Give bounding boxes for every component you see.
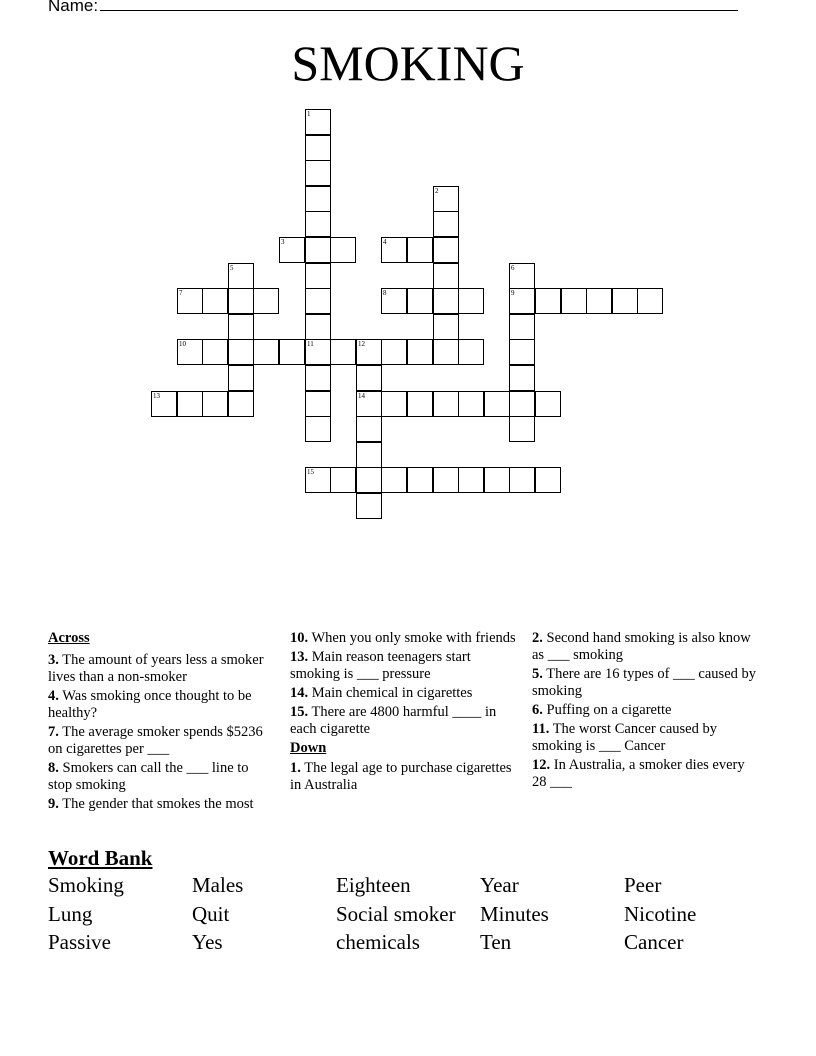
grid-cell[interactable] <box>381 288 407 314</box>
clue-number: 7. <box>48 724 59 740</box>
clue-number: 6. <box>532 702 543 718</box>
grid-cell[interactable] <box>305 339 331 365</box>
grid-cell[interactable] <box>228 314 254 340</box>
word-bank-word: Passive <box>48 930 111 954</box>
grid-cell[interactable] <box>433 314 459 340</box>
grid-cell[interactable] <box>305 135 331 161</box>
grid-cell[interactable] <box>433 339 459 365</box>
clue-number: 11 <box>307 340 314 348</box>
word-bank-word: Yes <box>192 930 223 954</box>
clue <box>532 630 762 664</box>
clue <box>290 630 516 647</box>
grid-cell[interactable] <box>177 288 203 314</box>
clue-number: 7 <box>179 289 183 297</box>
grid-cell[interactable] <box>356 442 382 468</box>
word-bank-word: Ten <box>480 930 512 954</box>
clue <box>48 796 274 813</box>
clue-text: In Australia, a smoker dies every 28 ___ <box>532 757 745 790</box>
grid-cell[interactable] <box>228 391 254 417</box>
down-header: Down <box>290 740 327 756</box>
grid-cell[interactable] <box>407 339 433 365</box>
grid-cell[interactable] <box>509 263 535 289</box>
grid-cell[interactable] <box>305 314 331 340</box>
clue-number: 4. <box>48 688 59 704</box>
word-bank-word: Social smoker <box>336 901 456 926</box>
grid-cell[interactable] <box>305 211 331 237</box>
clue-text: Main reason teenagers start smoking is ___ pressure <box>290 649 471 682</box>
word-bank-word: Year <box>480 873 519 897</box>
word-bank-word: Smoking <box>48 873 124 897</box>
grid-cell[interactable] <box>228 365 254 391</box>
clue-number: 12 <box>358 340 365 348</box>
grid-cell[interactable] <box>458 339 484 365</box>
word-bank-word: Males <box>192 873 244 897</box>
clue-text: The gender that smokes the most <box>58 796 254 812</box>
word-bank-word: Eighteen <box>336 873 411 897</box>
clue-number: 6 <box>511 264 515 272</box>
grid-cell[interactable] <box>356 391 382 417</box>
clue-number: 2 <box>435 187 439 195</box>
clue-number: 13 <box>153 392 160 400</box>
word-bank-word: Peer <box>624 873 662 897</box>
clue-number: 1. <box>290 760 301 776</box>
grid-cell[interactable] <box>202 391 228 417</box>
grid-cell[interactable] <box>305 109 331 135</box>
clue <box>48 688 274 722</box>
grid-cell[interactable] <box>228 288 254 314</box>
clue-number: 9. <box>48 796 59 812</box>
grid-cell[interactable] <box>279 339 305 365</box>
grid-cell[interactable] <box>509 339 535 365</box>
grid-cell[interactable] <box>330 467 356 493</box>
clue <box>532 702 762 719</box>
grid-cell[interactable] <box>228 263 254 289</box>
grid-cell[interactable] <box>433 263 459 289</box>
grid-cell[interactable] <box>305 288 331 314</box>
clue-text: Was smoking once thought to be healthy? <box>48 688 252 721</box>
clue-number: 15 <box>307 468 314 476</box>
grid-cell[interactable] <box>407 467 433 493</box>
word-bank <box>48 873 768 959</box>
word-bank-word: Quit <box>192 901 230 926</box>
clue-text: Puffing on a cigarette <box>542 702 672 718</box>
grid-cell[interactable] <box>356 416 382 442</box>
clue-number: 3 <box>281 238 285 246</box>
word-bank-word: Lung <box>48 901 93 926</box>
grid-cell[interactable] <box>330 339 356 365</box>
grid-cell[interactable] <box>458 391 484 417</box>
grid-cell[interactable] <box>484 391 510 417</box>
clue-column-2 <box>290 630 516 796</box>
clue-text: There are 16 types of ___ caused by smoking <box>532 666 757 699</box>
clue <box>532 757 762 791</box>
grid-cell[interactable] <box>228 339 254 365</box>
grid-cell[interactable] <box>356 365 382 391</box>
word-bank-word: Minutes <box>480 901 549 926</box>
grid-cell[interactable] <box>305 263 331 289</box>
grid-cell[interactable] <box>381 237 407 263</box>
clue-text: Smokers can call the ___ line to stop smoking <box>48 760 249 793</box>
grid-cell[interactable] <box>305 467 331 493</box>
clue-number: 5 <box>230 264 234 272</box>
clue <box>48 724 274 758</box>
clue-number: 13. <box>290 649 309 665</box>
page-title: SMOKING <box>291 35 525 91</box>
grid-cell[interactable] <box>305 160 331 186</box>
clue-number: 8 <box>383 289 387 297</box>
grid-cell[interactable] <box>202 339 228 365</box>
grid-cell[interactable] <box>305 391 331 417</box>
clue-number: 4 <box>383 238 387 246</box>
clue <box>290 649 516 683</box>
clue <box>290 760 516 794</box>
clue-number: 10 <box>179 340 186 348</box>
grid-cell[interactable] <box>253 288 279 314</box>
clue-text: The average smoker spends $5236 on cigarettes per ___ <box>48 724 263 757</box>
grid-cell[interactable] <box>433 211 459 237</box>
grid-cell[interactable] <box>433 467 459 493</box>
clue-column-3 <box>532 630 762 793</box>
grid-cell[interactable] <box>586 288 612 314</box>
grid-cell[interactable] <box>381 467 407 493</box>
grid-cell[interactable] <box>433 288 459 314</box>
grid-cell[interactable] <box>253 339 279 365</box>
clue-text: There are 4800 harmful ____ in each cigarette <box>290 704 497 737</box>
name-label: Name: <box>48 0 99 15</box>
clue-text: The legal age to purchase cigarettes in Australia <box>290 760 512 793</box>
grid-cell[interactable] <box>509 391 535 417</box>
grid-cell[interactable] <box>356 467 382 493</box>
word-bank-word: Cancer <box>624 930 684 954</box>
clue <box>532 666 762 700</box>
clue-text: The amount of years less a smoker lives than a non-smoker <box>48 652 264 685</box>
grid-cell[interactable] <box>356 493 382 519</box>
grid-cell[interactable] <box>151 391 177 417</box>
clue-number: 2. <box>532 630 543 646</box>
grid-cell[interactable] <box>535 288 561 314</box>
grid-cell[interactable] <box>509 416 535 442</box>
grid-cell[interactable] <box>484 467 510 493</box>
clue <box>48 652 274 686</box>
grid-cell[interactable] <box>509 365 535 391</box>
clue <box>290 704 516 738</box>
grid-cell[interactable] <box>509 314 535 340</box>
clue-number: 11. <box>532 721 550 737</box>
clue-number: 8. <box>48 760 59 776</box>
grid-cell[interactable] <box>509 288 535 314</box>
grid-cell[interactable] <box>535 391 561 417</box>
grid-cell[interactable] <box>433 391 459 417</box>
clue-number: 1 <box>307 110 311 118</box>
grid-cell[interactable] <box>407 391 433 417</box>
grid-cell[interactable] <box>356 339 382 365</box>
clue-number: 12. <box>532 757 551 773</box>
clue-number: 15. <box>290 704 309 720</box>
word-bank-word: chemicals <box>336 930 420 954</box>
clue-number: 9 <box>511 289 515 297</box>
clue-number: 3. <box>48 652 59 668</box>
grid-cell[interactable] <box>433 237 459 263</box>
grid-cell[interactable] <box>433 186 459 212</box>
grid-cell[interactable] <box>612 288 638 314</box>
grid-cell[interactable] <box>407 288 433 314</box>
grid-cell[interactable] <box>305 416 331 442</box>
grid-cell[interactable] <box>305 237 331 263</box>
across-header: Across <box>48 630 90 646</box>
grid-cell[interactable] <box>458 467 484 493</box>
grid-cell[interactable] <box>561 288 587 314</box>
clue <box>532 721 762 755</box>
clue-text: Second hand smoking is also know as ___ smoking <box>532 630 751 663</box>
grid-cell[interactable] <box>381 339 407 365</box>
grid-cell[interactable] <box>330 237 356 263</box>
grid-cell[interactable] <box>177 339 203 365</box>
word-bank-word: Nicotine <box>624 901 697 926</box>
clue <box>290 685 516 702</box>
clue-number: 14 <box>358 392 365 400</box>
grid-cell[interactable] <box>305 365 331 391</box>
grid-cell[interactable] <box>381 391 407 417</box>
grid-cell[interactable] <box>509 467 535 493</box>
grid-cell[interactable] <box>535 467 561 493</box>
clue <box>48 760 274 794</box>
grid-cell[interactable] <box>279 237 305 263</box>
word-bank-title: Word Bank <box>48 846 153 870</box>
clue-number: 10. <box>290 630 309 646</box>
clue-number: 14. <box>290 685 309 701</box>
grid-cell[interactable] <box>637 288 663 314</box>
grid-cell[interactable] <box>177 391 203 417</box>
clue-text: The worst Cancer caused by smoking is ___ Cancer <box>532 721 717 754</box>
grid-cell[interactable] <box>407 237 433 263</box>
grid-cell[interactable] <box>202 288 228 314</box>
grid-cell[interactable] <box>458 288 484 314</box>
clue-column-1 <box>48 630 274 815</box>
clue-text: When you only smoke with friends <box>308 630 516 646</box>
grid-cell[interactable] <box>305 186 331 212</box>
clue-number: 5. <box>532 666 543 682</box>
clue-text: Main chemical in cigarettes <box>308 685 473 701</box>
